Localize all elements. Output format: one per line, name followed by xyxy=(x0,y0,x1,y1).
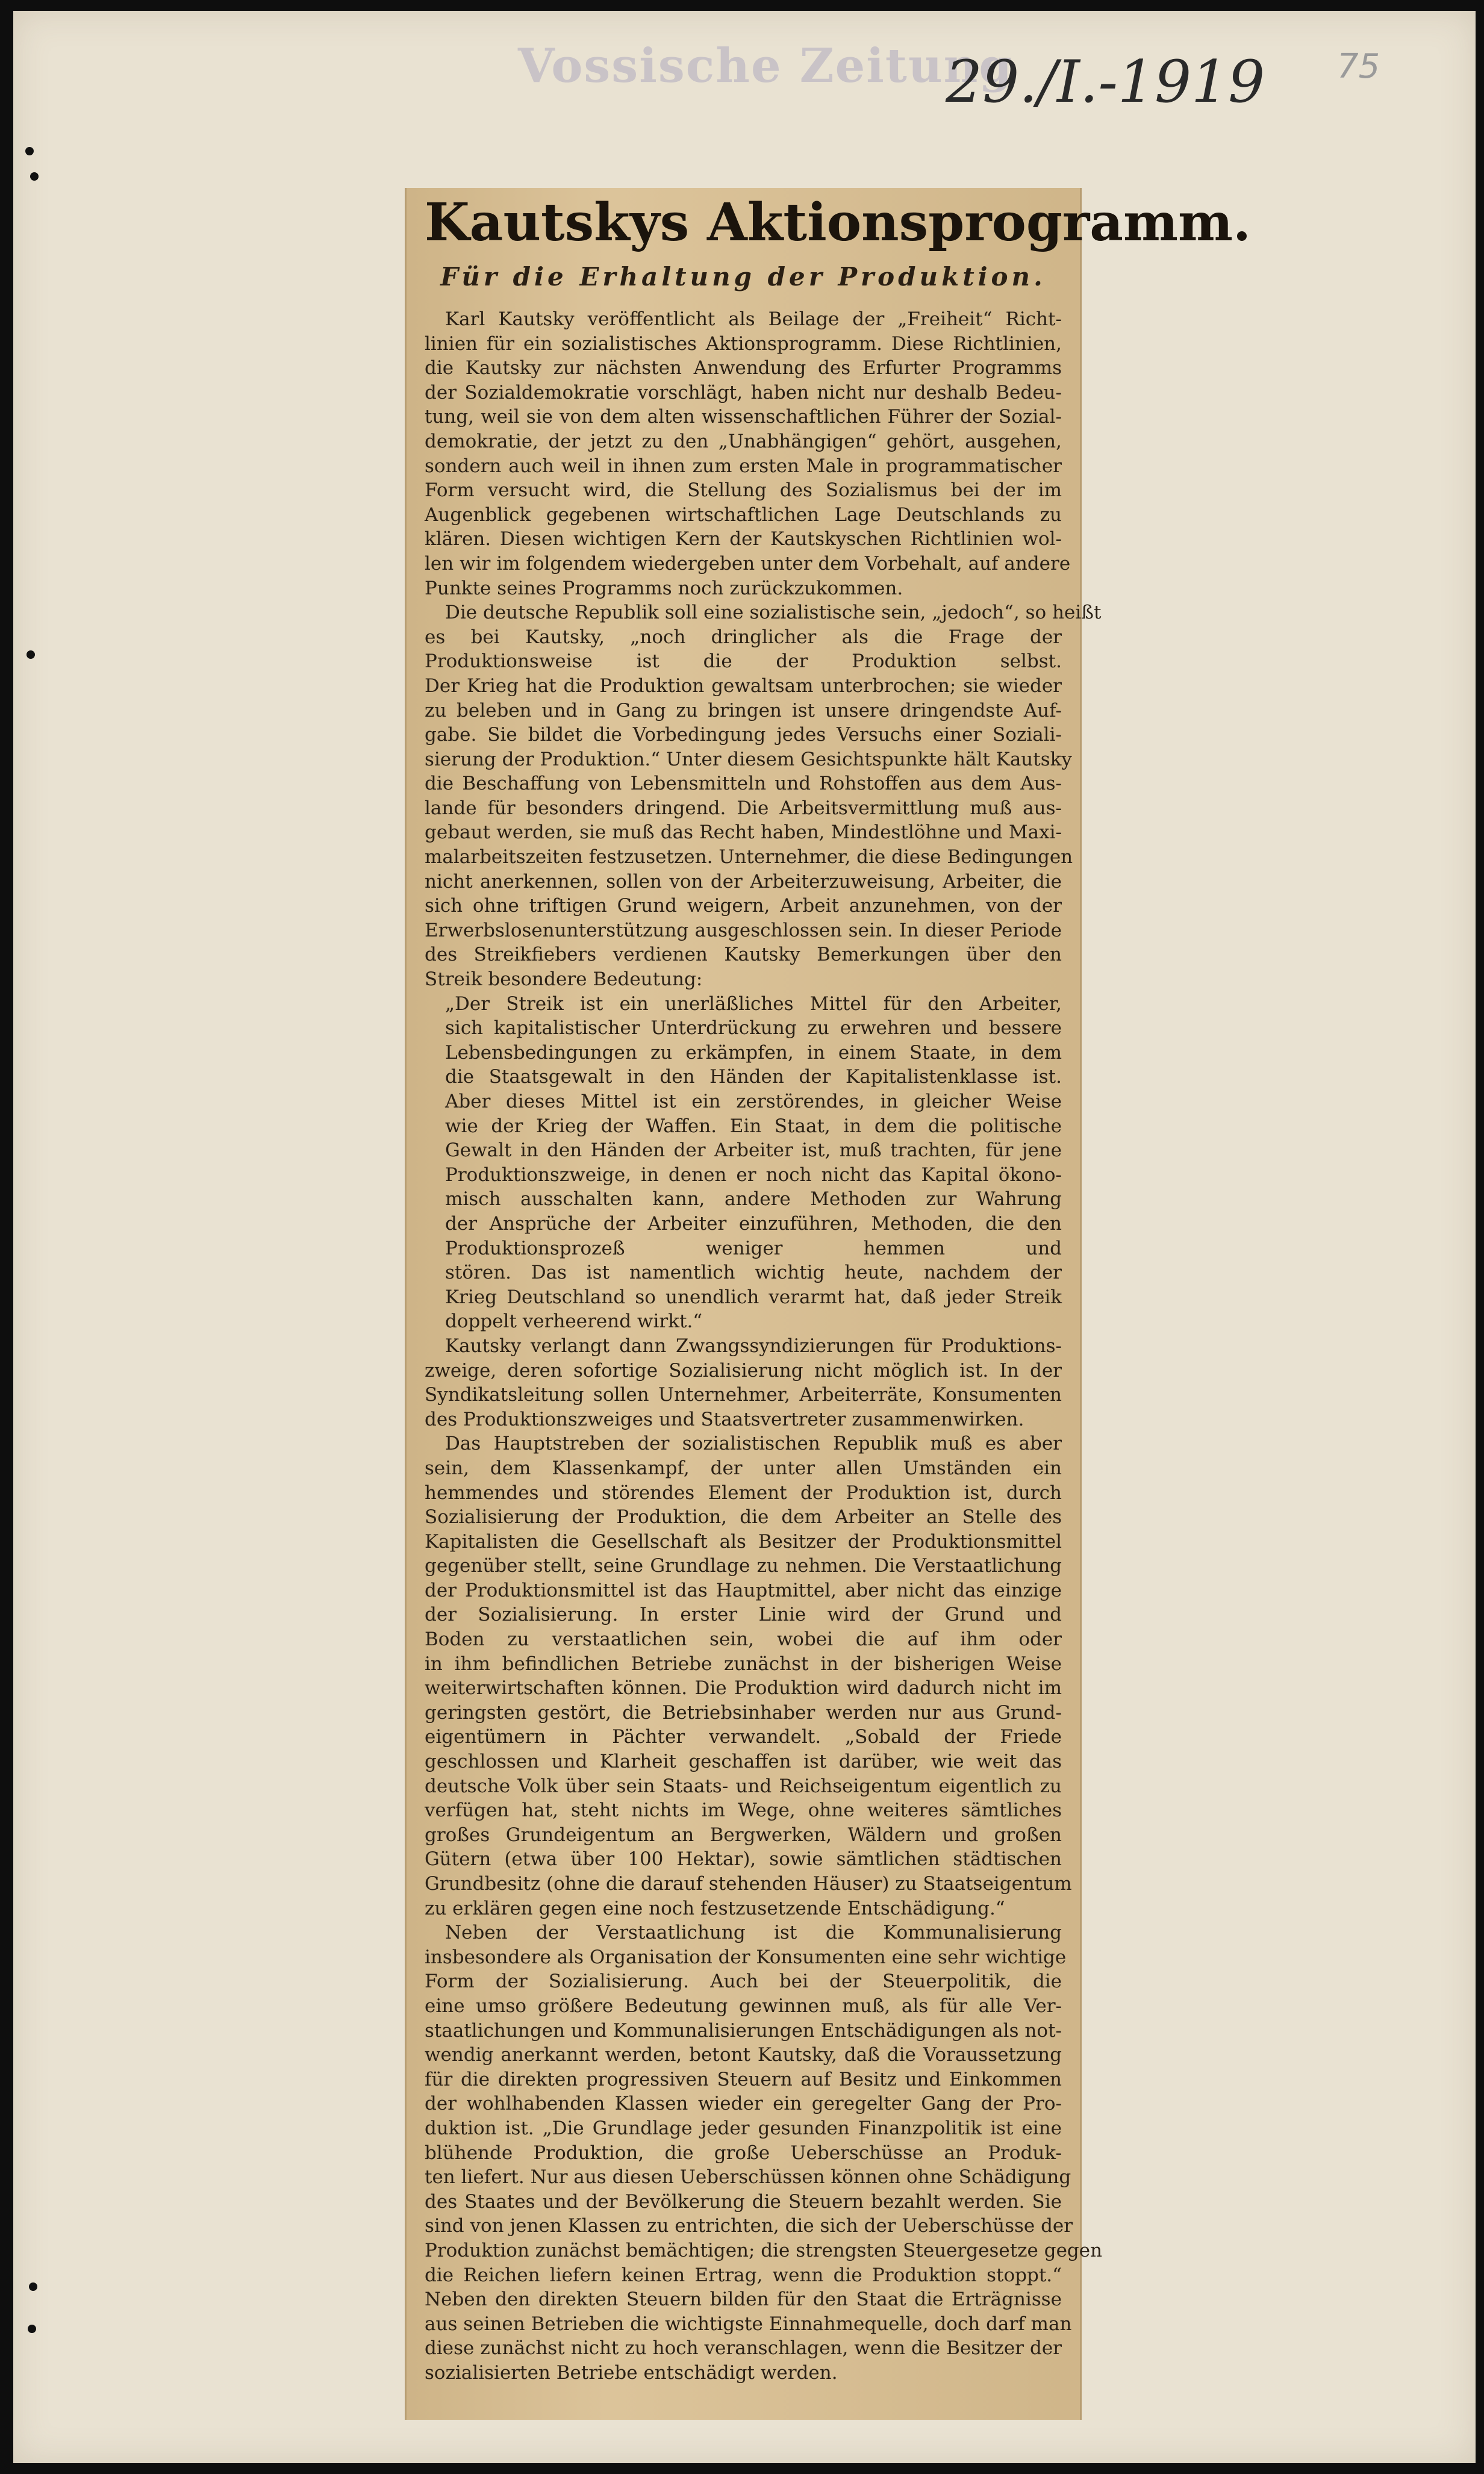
article-line: der Produktionsmittel ist das Hauptmittel, aber nicht das einzige xyxy=(425,1579,1062,1601)
article-line: lande für besonders dringend. Die Arbeitsvermittlung muß aus- xyxy=(425,797,1062,819)
article-line: blühende Produktion, die große Ueberschüsse an Produk- xyxy=(425,2142,1062,2164)
article-line: Krieg Deutschland so unendlich verarmt hat, daß jeder Streik xyxy=(445,1286,1062,1308)
article-line: misch ausschalten kann, andere Methoden zur Wahrung xyxy=(445,1188,1062,1211)
article-line: sozialisierten Betriebe entschädigt werden. xyxy=(425,2361,838,2384)
article-line: Erwerbslosenunterstützung ausgeschlossen sein. In dieser Periode xyxy=(425,919,1062,941)
article-line: die Kautsky zur nächsten Anwendung des Erfurter Programms xyxy=(425,357,1062,379)
article-line: „Der Streik ist ein unerläßliches Mittel für den Arbeiter, xyxy=(445,992,1062,1015)
article-line: Karl Kautsky veröffentlicht als Beilage der „Freiheit“ Richt- xyxy=(445,308,1062,330)
article-line: sich ohne triftigen Grund weigern, Arbeit anzunehmen, von der xyxy=(425,895,1062,917)
article-line: verfügen hat, steht nichts im Wege, ohne weiteres sämtliches xyxy=(425,1799,1062,1822)
article-line: len wir im folgendem wiedergeben unter dem Vorbehalt, auf andere xyxy=(425,552,1071,575)
article-line: des Staates und der Bevölkerung die Steuern bezahlt werden. Sie xyxy=(425,2190,1062,2213)
article-line: wendig anerkannt werden, betont Kautsky, daß die Voraussetzung xyxy=(425,2044,1062,2066)
article-line: tung, weil sie von dem alten wissenschaftlichen Führer der Sozial- xyxy=(425,406,1062,428)
article-line: sich kapitalistischer Unterdrückung zu erwehren und bessere xyxy=(445,1017,1062,1039)
article-line: zweige, deren sofortige Sozialisierung nicht möglich ist. In der xyxy=(425,1359,1062,1382)
article-line: des Produktionszweiges und Staatsvertreter zusammenwirken. xyxy=(425,1408,1024,1430)
article-line: diese zunächst nicht zu hoch veranschlagen, wenn die Besitzer der xyxy=(425,2337,1062,2360)
article-line: Der Krieg hat die Produktion gewaltsam unterbrochen; sie wieder xyxy=(425,675,1062,697)
article-line: weiterwirtschaften können. Die Produktion wird dadurch nicht im xyxy=(425,1677,1062,1700)
article-line: des Streikfiebers verdienen Kautsky Bemerkungen über den xyxy=(425,944,1062,966)
article-line: duktion ist. „Die Grundlage jeder gesunden Finanzpolitik ist eine xyxy=(425,2117,1062,2139)
article-line: Produktion zunächst bemächtigen; die strengsten Steuergesetze gegen xyxy=(425,2239,1103,2261)
article-body xyxy=(425,307,1103,2385)
article-line: zu beleben und in Gang zu bringen ist unsere dringendste Auf- xyxy=(425,699,1062,721)
article-line: Grundbesitz (ohne die darauf stehenden Häuser) zu Staatseigentum xyxy=(425,1873,1072,1895)
article-line: aus seinen Betrieben die wichtigste Einnahmequelle, doch darf man xyxy=(425,2313,1072,2335)
article-line: der wohlhabenden Klassen wieder ein geregelter Gang der Pro- xyxy=(425,2093,1062,2115)
article-line: gegenüber stellt, seine Grundlage zu nehmen. Die Verstaatlichung xyxy=(425,1555,1062,1577)
article-line: die Beschaffung von Lebensmitteln und Rohstoffen aus dem Aus- xyxy=(425,773,1062,795)
article-line: hemmendes und störendes Element der Produktion ist, durch xyxy=(425,1482,1062,1504)
article-line: geringsten gestört, die Betriebsinhaber werden nur aus Grund- xyxy=(425,1701,1062,1724)
article-line: gebaut werden, sie muß das Recht haben, Mindestlöhne und Maxi- xyxy=(425,821,1062,844)
article-line: die Staatsgewalt in den Händen der Kapitalistenklasse ist. xyxy=(445,1066,1062,1088)
article-line: der Sozialdemokratie vorschlägt, haben nicht nur deshalb Bedeu- xyxy=(425,381,1062,404)
article-line: malarbeitszeiten festzusetzen. Unternehmer, die diese Bedingungen xyxy=(425,846,1073,868)
article-line: Die deutsche Republik soll eine sozialistische sein, „jedoch“, so heißt xyxy=(445,602,1102,624)
article-line: Augenblick gegebenen wirtschaftlichen Lage Deutschlands zu xyxy=(425,503,1062,526)
article-line: der Sozialisierung. In erster Linie wird der Grund und xyxy=(425,1604,1062,1626)
article-line: Das Hauptstreben der sozialistischen Republik muß es aber xyxy=(445,1433,1062,1455)
article-line: Kapitalisten die Gesellschaft als Besitzer der Produktionsmittel xyxy=(425,1530,1062,1553)
article-line: großes Grundeigentum an Bergwerken, Wäldern und großen xyxy=(425,1824,1062,1846)
article-line: die Reichen liefern keinen Ertrag, wenn die Produktion stoppt.“ xyxy=(425,2264,1062,2286)
article-headline: Kautskys Aktionsprogramm. xyxy=(425,192,1251,253)
article-line: nicht anerkennen, sollen von der Arbeiterzuweisung, Arbeiter, die xyxy=(425,870,1062,893)
newspaper-clipping xyxy=(405,188,1251,2420)
article-line: eine umso größere Bedeutung gewinnen muß, als für alle Ver- xyxy=(425,1995,1062,2017)
article-line: Produktionsprozeß weniger hemmen und xyxy=(445,1237,1062,1259)
article-line: stören. Das ist namentlich wichtig heute, nachdem der xyxy=(445,1262,1062,1284)
article-line: demokratie, der jetzt zu den „Unabhängigen“ gehört, ausgehen, xyxy=(425,430,1062,452)
article-line: deutsche Volk über sein Staats- und Reichseigentum eigentlich zu xyxy=(425,1775,1062,1797)
article-line: Neben den direkten Steuern bilden für den Staat die Erträgnisse xyxy=(425,2289,1062,2311)
article-line: Syndikatsleitung sollen Unternehmer, Arbeiterräte, Konsumenten xyxy=(425,1384,1062,1406)
article-line: sein, dem Klassenkampf, der unter allen Umständen ein xyxy=(425,1457,1062,1479)
newspaper-stamp: Vossische Zeitung xyxy=(518,39,1013,93)
article-line: eigentümern in Pächter verwandelt. „Sobald der Friede xyxy=(425,1726,1062,1748)
article-line: Produktionszweige, in denen er noch nicht das Kapital ökono- xyxy=(445,1164,1062,1186)
article-line: in ihm befindlichen Betriebe zunächst in der bisherigen Weise xyxy=(425,1653,1062,1675)
article-line: Gütern (etwa über 100 Hektar), sowie sämtlichen städtischen xyxy=(425,1848,1062,1871)
article-line: Form der Sozialisierung. Auch bei der Steuerpolitik, die xyxy=(425,1971,1062,1993)
article-line: sind von jenen Klassen zu entrichten, die sich der Ueberschüsse der xyxy=(425,2215,1073,2237)
article-line: Punkte seines Programms noch zurückzukommen. xyxy=(425,577,903,599)
article-line: insbesondere als Organisation der Konsumenten eine sehr wichtige xyxy=(425,1946,1067,1968)
punch-hole xyxy=(28,2325,36,2333)
article-line: Sozialisierung der Produktion, die dem Arbeiter an Stelle des xyxy=(425,1506,1062,1528)
article-line: Streik besondere Bedeutung: xyxy=(425,968,703,991)
article-line: der Ansprüche der Arbeiter einzuführen, Methoden, die den xyxy=(445,1212,1062,1235)
article-line: zu erklären gegen eine noch festzusetzende Entschädigung.“ xyxy=(425,1897,1005,1919)
article-line: geschlossen und Klarheit geschaffen ist darüber, wie weit das xyxy=(425,1751,1062,1773)
page-number: 75 xyxy=(1337,47,1380,86)
article-line: Neben der Verstaatlichung ist die Kommunalisierung xyxy=(445,1922,1062,1944)
punch-hole xyxy=(30,172,39,181)
punch-hole xyxy=(29,2282,37,2291)
article-line: Form versucht wird, die Stellung des Sozialismus bei der im xyxy=(425,479,1062,502)
article-line: es bei Kautsky, „noch dringlicher als die Frage der xyxy=(425,626,1062,648)
article-line: Aber dieses Mittel ist ein zerstörendes, in gleicher Weise xyxy=(445,1091,1062,1112)
article-line: Boden zu verstaatlichen sein, wobei die auf ihm oder xyxy=(425,1628,1062,1651)
article-line: Gewalt in den Händen der Arbeiter ist, muß trachten, für jene xyxy=(445,1139,1062,1162)
article-line: gabe. Sie bildet die Vorbedingung jedes Versuchs einer Soziali- xyxy=(425,724,1062,746)
article-line: Lebensbedingungen zu erkämpfen, in einem Staate, in dem xyxy=(445,1041,1062,1064)
article-line: Kautsky verlangt dann Zwangssyndizierungen für Produktions- xyxy=(445,1335,1062,1357)
article-line: doppelt verheerend wirkt.“ xyxy=(445,1310,703,1333)
article-line: Produktionsweise ist die der Produktion selbst. xyxy=(425,650,1062,673)
handwritten-date: 29./I.-1919 xyxy=(946,48,1265,116)
article-line: ten liefert. Nur aus diesen Ueberschüssen können ohne Schädigung xyxy=(425,2166,1071,2189)
article-line: staatlichungen und Kommunalisierungen Entschädigungen als not- xyxy=(425,2019,1062,2042)
article-line: klären. Diesen wichtigen Kern der Kautskyschen Richtlinien wol- xyxy=(425,528,1062,550)
article-line: linien für ein sozialistisches Aktionsprogramm. Diese Richtlinien, xyxy=(425,332,1062,355)
article-line: für die direkten progressiven Steuern auf Besitz und Einkommen xyxy=(425,2068,1062,2090)
article-subheadline: Für die Erhaltung der Produktion. xyxy=(440,262,1046,291)
punch-hole xyxy=(26,650,35,659)
article-line: wie der Krieg der Waffen. Ein Staat, in dem die politische xyxy=(445,1115,1062,1137)
punch-hole xyxy=(25,147,34,155)
article-line: sierung der Produktion.“ Unter diesem Gesichtspunkte hält Kautsky xyxy=(425,748,1072,770)
article-line: sondern auch weil in ihnen zum ersten Male in programmatischer xyxy=(425,455,1062,477)
